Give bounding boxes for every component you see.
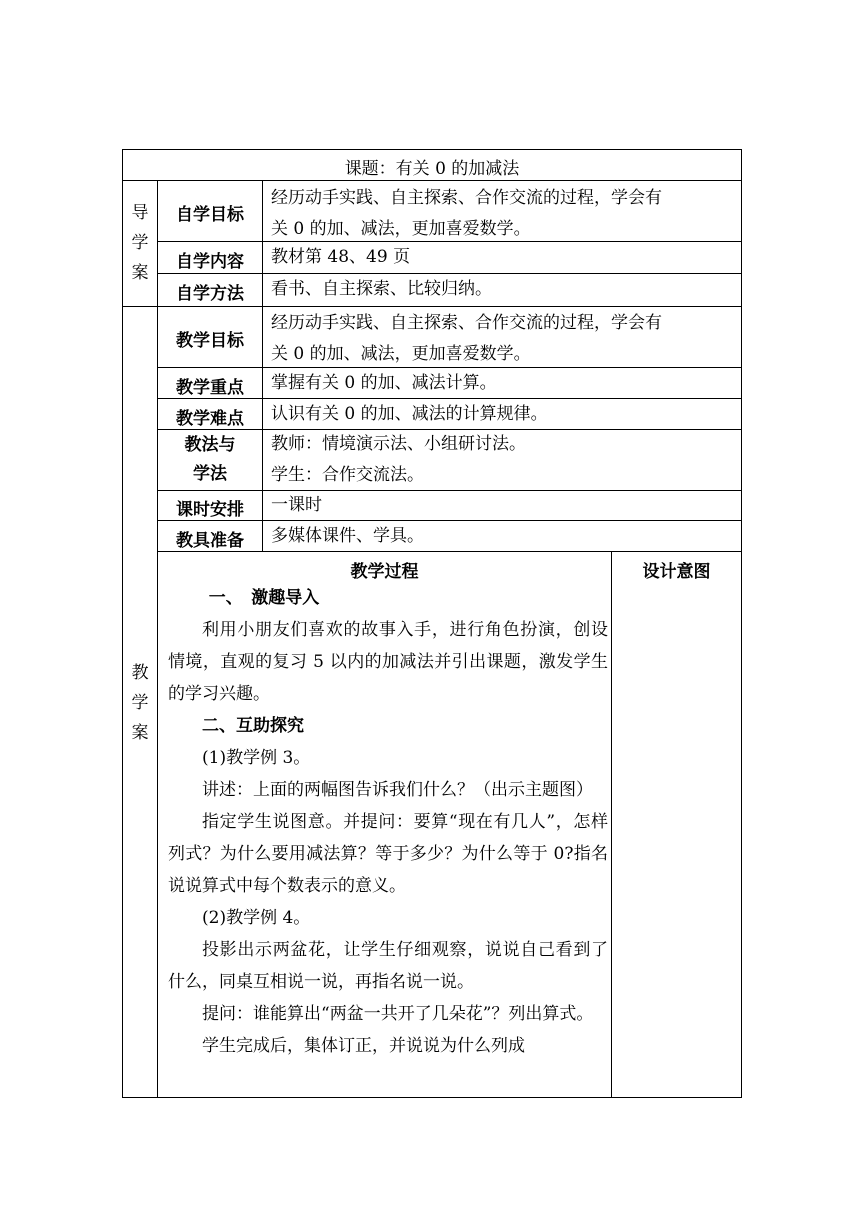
row-text-difficulties: 认识有关 0 的加、减法的计算规律。 — [271, 404, 548, 424]
row-text-self-study-content: 教材第 48、49 页 — [271, 247, 411, 267]
teaching-process — [168, 582, 608, 1062]
process-paragraph: 利用小朋友们喜欢的故事入手，进行角色扮演，创设情境，直观的复习 5 以内的加减法并引出课题，激发学生的学习兴趣。 — [168, 620, 608, 704]
process-paragraph: 学生完成后，集体订正，并说说为什么列成 — [202, 1036, 525, 1056]
row-label-teaching-aids: 教具准备 — [176, 531, 244, 551]
row-label-methods: 教法与 学法 — [184, 435, 236, 484]
row-text-self-study-method: 看书、自主探索、比较归纳。 — [271, 279, 492, 299]
process-paragraph: 提问：谁能算出“两盆一共开了几朵花”？列出算式。 — [202, 1004, 594, 1024]
row-label-difficulties: 教学难点 — [176, 409, 244, 429]
lesson-title: 课题：有关 0 的加减法 — [344, 159, 520, 179]
row-label-self-study-goal: 自学目标 — [176, 205, 244, 225]
row-text-teaching-aids: 多媒体课件、学具。 — [271, 526, 424, 546]
design-intent-header: 设计意图 — [642, 562, 711, 582]
process-heading: 二、互助探究 — [202, 716, 304, 736]
row-text-schedule: 一课时 — [271, 495, 322, 515]
row-label-self-study-content: 自学内容 — [176, 252, 244, 272]
process-header: 教学过程 — [350, 562, 419, 582]
process-paragraph: 投影出示两盆花，让学生仔细观察，说说自己看到了什么，同桌互相说一说，再指名说一说。 — [168, 940, 608, 992]
process-paragraph: (2)教学例 4。 — [202, 908, 311, 928]
process-paragraph: 指定学生说图意。并提问：要算“现在有几人”，怎样列式？为什么要用减法算？等于多少？为什么等于 0?指名说说算式中每个数表示的意义。 — [168, 812, 608, 896]
row-label-self-study-method: 自学方法 — [176, 284, 244, 304]
process-paragraph: 讲述：上面的两幅图告诉我们什么？（出示主题图） — [202, 780, 593, 800]
daoxue-side-label: 导 学 案 — [131, 203, 149, 283]
row-text-self-study-goal: 经历动手实践、自主探索、合作交流的过程，学会有 关 0 的加、减法，更加喜爱数学。 — [271, 188, 662, 239]
row-text-key-points: 掌握有关 0 的加、减法计算。 — [271, 373, 497, 393]
row-label-schedule: 课时安排 — [176, 500, 244, 520]
row-text-teaching-goal: 经历动手实践、自主探索、合作交流的过程，学会有 关 0 的加、减法，更加喜爱数学。 — [271, 313, 662, 364]
process-heading: 一、 激趣导入 — [208, 588, 320, 608]
row-text-methods: 教师：情境演示法、小组研讨法。 学生：合作交流法。 — [271, 434, 526, 485]
row-label-teaching-goal: 教学目标 — [176, 331, 244, 351]
row-label-key-points: 教学重点 — [176, 378, 244, 398]
process-paragraph: (1)教学例 3。 — [202, 748, 311, 768]
jiaoxue-side-label: 教 学 案 — [131, 663, 149, 743]
